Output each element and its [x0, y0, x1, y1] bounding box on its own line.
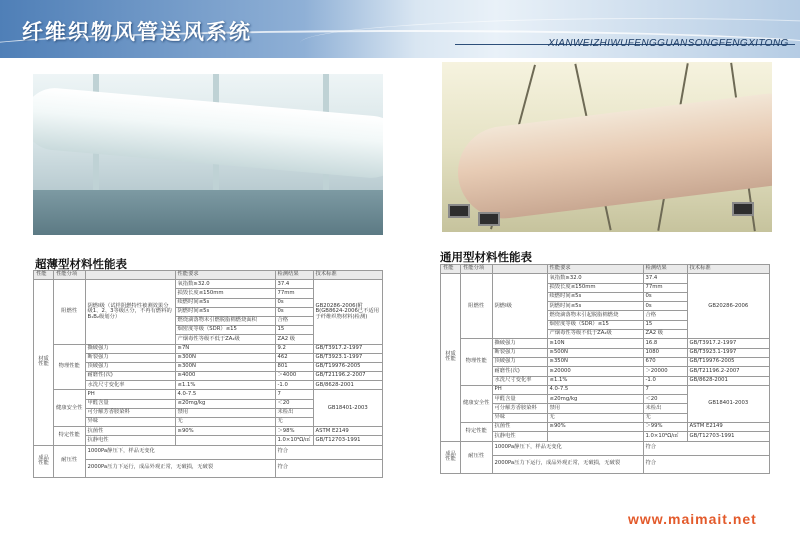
result-cell: ＜20 [275, 399, 313, 408]
group-label: 材质 性能 [34, 280, 54, 445]
group-label: 物理性能 [461, 339, 493, 385]
fabric-duct [453, 88, 772, 223]
result-cell: 符合 [275, 445, 383, 459]
requirement-cell: 燃烧滴落物未引燃脱脂棉燃烧面积 [175, 316, 275, 325]
result-cell: 15 [275, 326, 313, 335]
group-label: 耐压性 [461, 441, 493, 473]
requirement-cell: 阴燃时间≤5s [175, 307, 275, 316]
requirement-cell: ≤1.1% [175, 381, 275, 390]
requirement-cell: ≥300N [175, 362, 275, 371]
result-cell: 0s [643, 292, 687, 301]
result-cell: 无 [275, 418, 313, 427]
requirement-cell: 燃烧滴落物未引起脱脂棉燃烧 [547, 311, 643, 320]
group-label: 材质 性能 [441, 274, 461, 441]
result-cell: 未检出 [275, 408, 313, 417]
requirement-cell: 4.0-7.5 [175, 390, 275, 399]
header-banner [0, 0, 800, 58]
requirement-cell: 无 [547, 413, 643, 422]
result-cell: 符合 [643, 441, 770, 455]
result-cell: 1080 [643, 348, 687, 357]
requirement-cell: 烟密度等级（SDR）≤15 [175, 326, 275, 335]
result-cell: 合格 [275, 316, 313, 325]
product-photo-white-duct [33, 74, 383, 235]
requirement-cell: 1000Pa静压下，样品无变化 [85, 445, 275, 459]
requirement-cell [547, 432, 643, 441]
result-cell: 未检出 [643, 404, 687, 413]
table-row [441, 274, 770, 283]
table-row [34, 344, 383, 353]
standard-cell: GB/T19976-2005 [313, 362, 383, 371]
result-cell: ＞4000 [275, 372, 313, 381]
result-cell: ＜20 [643, 395, 687, 404]
page-title: 纤维织物风管送风系统 [22, 19, 252, 44]
item-cell: 阴燃Ⅰ级 [492, 274, 547, 339]
requirement-cell: 氧指数≥32.0 [175, 280, 275, 289]
standard-cell: GB/T3917.2-1997 [687, 339, 770, 348]
standard-cell: GB/T12703-1991 [687, 432, 770, 441]
result-cell: 37.4 [275, 280, 313, 289]
result-cell: 462 [275, 353, 313, 362]
result-cell: 7 [275, 390, 313, 399]
result-cell: 1.0×10⁹Ω/㎡ [275, 436, 313, 445]
result-cell: 1.0×10⁹Ω/㎡ [643, 432, 687, 441]
standard-cell: ASTM E2149 [313, 427, 383, 436]
header-cell: 性能分项 [54, 271, 86, 280]
group-label: 物理性能 [54, 344, 86, 390]
requirement-cell: 续燃时间≤5s [547, 292, 643, 301]
result-cell: ＞20000 [643, 367, 687, 376]
group-label: 阻燃性 [54, 280, 86, 344]
table-row [34, 427, 383, 436]
lamp-icon [448, 204, 470, 218]
table-title-right: 通用型材料性能表 [440, 250, 532, 264]
item-cell: PH [85, 390, 175, 399]
lamp-icon [478, 212, 500, 226]
result-cell: -1.0 [275, 381, 313, 390]
result-cell: 0s [275, 307, 313, 316]
table-header-row [34, 271, 383, 280]
requirement-cell: 禁用 [175, 408, 275, 417]
header-cell: 性能要求 [175, 271, 275, 280]
result-cell: -1.0 [643, 376, 687, 385]
header-cell: 技术标准 [687, 265, 770, 274]
result-cell: 合格 [643, 311, 687, 320]
page-subtitle: XIANWEIZHIWUFENGGUANSONGFENGXITONG [548, 38, 789, 49]
item-cell: 甲醛含量 [492, 395, 547, 404]
table-row [34, 381, 383, 390]
result-cell: ZA2 级 [643, 330, 687, 339]
table-row [34, 459, 383, 477]
result-cell: 77mm [275, 289, 313, 298]
table-row [34, 280, 383, 289]
group-label: 特定性能 [54, 427, 86, 445]
header-cell: 检测结果 [275, 271, 313, 280]
result-cell: ZA2 级 [275, 335, 313, 344]
standard-cell: GB/T21196.2-2007 [313, 372, 383, 381]
standard-cell: GB20286-2006 [687, 274, 770, 339]
table-row [34, 362, 383, 371]
requirement-cell: ≥350N [547, 357, 643, 366]
requirement-cell: 损毁长度≤150mm [547, 283, 643, 292]
requirement-cell: 禁用 [547, 404, 643, 413]
requirement-cell: ≥7N [175, 344, 275, 353]
item-cell: 可分解芳香胺染料 [492, 404, 547, 413]
group-label: 健康安全性 [54, 390, 86, 427]
result-cell: 9.2 [275, 344, 313, 353]
result-cell: 77mm [643, 283, 687, 292]
item-cell: 异味 [492, 413, 547, 422]
item-cell: 水洗尺寸变化率 [85, 381, 175, 390]
item-cell: 抗菌性 [85, 427, 175, 436]
result-cell: ＞98% [275, 427, 313, 436]
item-cell: 断裂强力 [85, 353, 175, 362]
item-cell: 耐磨性(次) [85, 372, 175, 381]
item-cell: PH [492, 385, 547, 394]
result-cell: 37.4 [643, 274, 687, 283]
result-cell: 符合 [275, 459, 383, 477]
result-cell: 7 [643, 385, 687, 394]
table-row [441, 339, 770, 348]
result-cell: 符合 [643, 455, 770, 473]
standard-cell: GB/T3923.1-1997 [687, 348, 770, 357]
table-header-row [441, 265, 770, 274]
requirement-cell: 氧指数≥32.0 [547, 274, 643, 283]
requirement-cell: ≥90% [547, 423, 643, 432]
result-cell: 15 [643, 320, 687, 329]
group-label: 成品 性能 [34, 445, 54, 477]
item-cell: 顶破强力 [492, 357, 547, 366]
result-cell: 670 [643, 357, 687, 366]
requirement-cell: 无 [175, 418, 275, 427]
standard-cell: GB18401-2003 [687, 385, 770, 422]
standard-cell: GB/T12703-1991 [313, 436, 383, 445]
requirement-cell: 1000Pa静压下，样品无变化 [492, 441, 643, 455]
requirement-cell: ≤1.1% [547, 376, 643, 385]
item-cell: 抗菌性 [492, 423, 547, 432]
item-cell: 断裂强力 [492, 348, 547, 357]
header-cell [492, 265, 547, 274]
result-cell: 无 [643, 413, 687, 422]
requirement-cell: 产烟毒性等级不低于ZA₂级 [175, 335, 275, 344]
group-label: 阻燃性 [461, 274, 493, 339]
lamp-icon [732, 202, 754, 216]
spec-table-general [440, 264, 770, 474]
requirement-cell: 产烟毒性等级不低于ZA₂级 [547, 330, 643, 339]
website-link[interactable]: www.maimait.net [628, 511, 757, 527]
group-label: 成品 性能 [441, 441, 461, 473]
requirement-cell: ≤20mg/kg [547, 395, 643, 404]
item-cell: 耐磨性(次) [492, 367, 547, 376]
item-cell: 阴燃Ⅰ级（试样阴燃特性被测效果分级1、2、3等级区分，不再有燃料的B₁B₂级划分） [85, 280, 175, 344]
standard-cell: GB18401-2003 [313, 390, 383, 427]
table-row [34, 436, 383, 445]
table-row [441, 423, 770, 432]
standard-cell: GB/8628-2001 [687, 376, 770, 385]
result-cell: 0s [643, 302, 687, 311]
requirement-cell: 2000Pa压力下运行，成品外观正常，无破损，无破裂 [492, 455, 643, 473]
item-cell: 抗静电性 [85, 436, 175, 445]
result-cell: 0s [275, 298, 313, 307]
result-cell: 16.8 [643, 339, 687, 348]
fabric-duct [33, 86, 383, 181]
header-cell: 检测结果 [643, 265, 687, 274]
standard-cell: GB/8628-2001 [313, 381, 383, 390]
table-row [34, 372, 383, 381]
standard-cell: GB/T3923.1-1997 [313, 353, 383, 362]
table-row [34, 390, 383, 399]
standard-cell: GB/T21196.2-2007 [687, 367, 770, 376]
spec-table-ultrathin [33, 270, 383, 478]
requirement-cell: ≥500N [547, 348, 643, 357]
group-label: 特定性能 [461, 423, 493, 442]
header-cell [85, 271, 175, 280]
table-row [34, 445, 383, 459]
requirement-cell: ≥300N [175, 353, 275, 362]
item-cell: 顶破强力 [85, 362, 175, 371]
requirement-cell: ≥90% [175, 427, 275, 436]
header-cell: 性能要求 [547, 265, 643, 274]
table-row [441, 441, 770, 455]
requirement-cell: ≥4000 [175, 372, 275, 381]
requirement-cell: ≤20mg/kg [175, 399, 275, 408]
standard-cell: GB/T3917.2-1997 [313, 344, 383, 353]
result-cell: 801 [275, 362, 313, 371]
item-cell: 水洗尺寸变化率 [492, 376, 547, 385]
requirement-cell: 4.0-7.5 [547, 385, 643, 394]
requirement-cell: 损毁长度≤150mm [175, 289, 275, 298]
group-label: 健康安全性 [461, 385, 493, 422]
item-cell: 撕破强力 [492, 339, 547, 348]
standard-cell: GB20286-2006(附B(GB8624-2006已不适用于纤维织物材料)检测) [313, 280, 383, 344]
table-title-left: 超薄型材料性能表 [35, 257, 127, 271]
header-cell: 技术标准 [313, 271, 383, 280]
requirement-cell: ≥10N [547, 339, 643, 348]
item-cell: 异味 [85, 418, 175, 427]
header-cell: 性能分项 [461, 265, 493, 274]
requirement-cell: 阴燃时间≤5s [547, 302, 643, 311]
group-label: 耐压性 [54, 445, 86, 477]
header-cell: 性能 [441, 265, 461, 274]
item-cell: 抗静电性 [492, 432, 547, 441]
item-cell: 可分解芳香胺染料 [85, 408, 175, 417]
requirement-cell: 续燃时间≤5s [175, 298, 275, 307]
table-row [441, 385, 770, 394]
requirement-cell: 烟密度等级（SDR）≤15 [547, 320, 643, 329]
requirement-cell: 2000Pa压力下运行，成品外观正常，无破损，无破裂 [85, 459, 275, 477]
product-photo-beige-duct [442, 62, 772, 232]
table-row [34, 353, 383, 362]
standard-cell: GB/T19976-2005 [687, 357, 770, 366]
item-cell: 撕破强力 [85, 344, 175, 353]
result-cell: ＞99% [643, 423, 687, 432]
standard-cell: ASTM E2149 [687, 423, 770, 432]
requirement-cell [175, 436, 275, 445]
requirement-cell: ≥20000 [547, 367, 643, 376]
item-cell: 甲醛含量 [85, 399, 175, 408]
header-cell: 性能 [34, 271, 54, 280]
